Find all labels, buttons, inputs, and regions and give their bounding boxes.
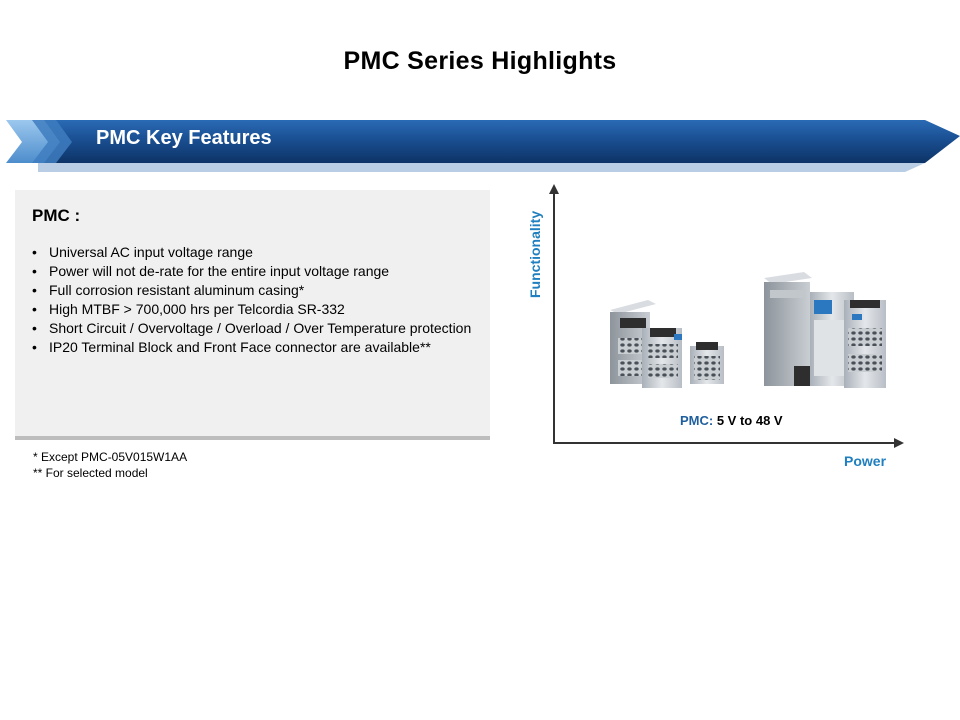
y-axis-label: Functionality <box>527 210 543 298</box>
footnotes <box>33 450 187 481</box>
bullet-icon: • <box>32 320 37 336</box>
product-name: PMC: <box>680 413 714 428</box>
feature-text: High MTBF > 700,000 hrs per Telcordia SR-332 <box>49 301 345 317</box>
list-item <box>32 338 487 357</box>
voltage-range-label <box>680 413 783 428</box>
power-supply-product-image <box>598 270 898 395</box>
feature-text: Power will not de-rate for the entire input voltage range <box>49 263 390 279</box>
feature-text: IP20 Terminal Block and Front Face connector are available** <box>49 339 431 355</box>
list-item <box>32 319 487 338</box>
x-axis-arrow-icon <box>894 438 904 448</box>
bullet-icon: • <box>32 244 37 260</box>
features-list <box>32 243 487 357</box>
list-item <box>32 243 487 262</box>
bullet-icon: • <box>32 263 37 279</box>
list-item <box>32 281 487 300</box>
list-item <box>32 300 487 319</box>
features-heading: PMC : <box>32 206 81 225</box>
list-item <box>32 262 487 281</box>
feature-text: Full corrosion resistant aluminum casing* <box>49 282 305 298</box>
x-axis-label: Power <box>844 453 887 469</box>
feature-text: Universal AC input voltage range <box>49 244 253 260</box>
bullet-icon: • <box>32 339 37 355</box>
bullet-icon: • <box>32 301 37 317</box>
footnote-2: ** For selected model <box>33 465 148 480</box>
voltage-range: 5 V to 48 V <box>716 413 783 428</box>
features-panel-underline <box>15 436 490 440</box>
banner-title: PMC Key Features <box>96 127 272 149</box>
footnote-1: * Except PMC-05V015W1AA <box>33 450 188 464</box>
feature-text: Short Circuit / Overvoltage / Overload / Over Temperature protection <box>49 320 472 336</box>
slide-title: PMC Series Highlights <box>343 47 617 75</box>
bullet-icon: • <box>32 282 37 298</box>
y-axis-arrow-icon <box>549 184 559 194</box>
